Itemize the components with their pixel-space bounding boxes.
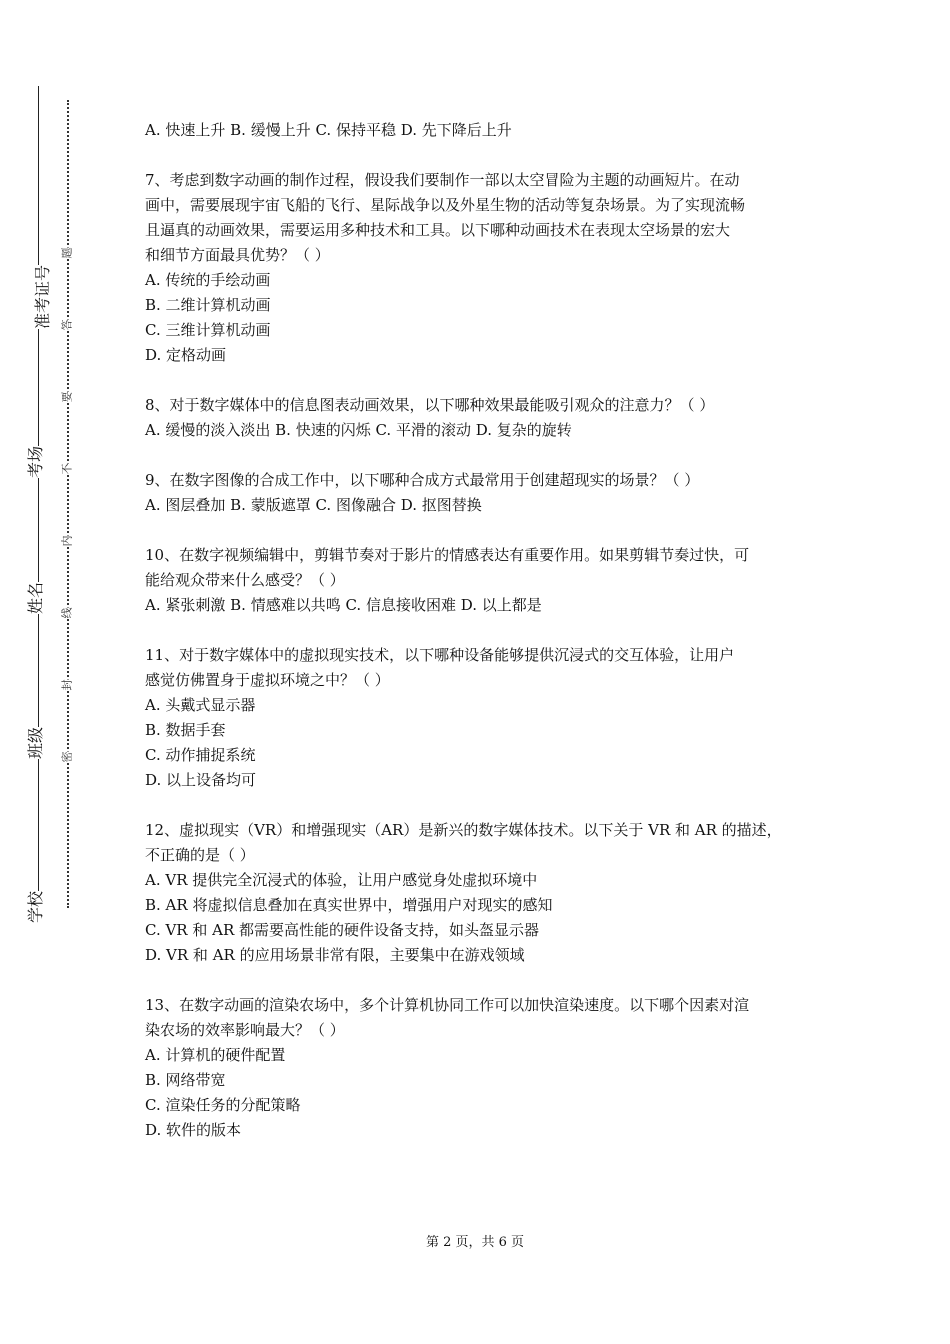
option-a: A. 头戴式显示器 [145, 696, 256, 714]
question-text: 染农场的效率影响最大？（ ） [145, 1021, 345, 1039]
binding-solid-line [38, 86, 39, 910]
field-label-school: 学校 [26, 890, 46, 924]
prev-question-options [145, 118, 820, 143]
option-c: C. 渲染任务的分配策略 [145, 1096, 301, 1114]
seal-notice-char: 要 [60, 391, 74, 403]
binding-dotted-line [67, 100, 69, 908]
question-text: 12、虚拟现实（VR）和增强现实（AR）是新兴的数字媒体技术。以下关于 VR 和 AR 的描述， [145, 821, 782, 839]
seal-notice-char: 密 [60, 751, 74, 763]
seal-notice-char: 答 [60, 319, 74, 331]
option-line: A. 缓慢的淡入淡出 B. 快速的闪烁 C. 平滑的滚动 D. 复杂的旋转 [145, 421, 572, 439]
option-d: D. 软件的版本 [145, 1121, 242, 1139]
option-line: A. 图层叠加 B. 蒙版遮罩 C. 图像融合 D. 抠图替换 [145, 496, 482, 514]
option-b: B. 网络带宽 [145, 1071, 226, 1089]
question-text: 和细节方面最具优势？（ ） [145, 246, 330, 264]
question-text: 13、在数字动画的渲染农场中，多个计算机协同工作可以加快渲染速度。以下哪个因素对渲 [145, 996, 750, 1014]
option-a: A. VR 提供完全沉浸式的体验，让用户感觉身处虚拟环境中 [145, 871, 538, 889]
question-7 [145, 168, 820, 368]
question-8 [145, 393, 820, 443]
field-label-exam-room: 考场 [26, 445, 46, 479]
option-d: D. 以上设备均可 [145, 771, 257, 789]
question-text: 10、在数字视频编辑中，剪辑节奏对于影片的情感表达有重要作用。如果剪辑节奏过快，可 [145, 546, 750, 564]
question-text: 画中，需要展现宇宙飞船的飞行、星际战争以及外星生物的活动等复杂场景。为了实现流畅 [145, 196, 746, 214]
option-c: C. VR 和 AR 都需要高性能的硬件设备支持，如头盔显示器 [145, 921, 540, 939]
option-a: A. 传统的手绘动画 [145, 271, 271, 289]
question-content [145, 118, 820, 1168]
question-text: 8、对于数字媒体中的信息图表动画效果，以下哪种效果最能吸引观众的注意力？（ ） [145, 396, 715, 414]
question-11 [145, 643, 820, 793]
question-text: 9、在数字图像的合成工作中，以下哪种合成方式最常用于创建超现实的场景？（ ） [145, 471, 700, 489]
field-label-exam-number: 准考证号 [33, 264, 53, 330]
question-text: 7、考虑到数字动画的制作过程，假设我们要制作一部以太空冒险为主题的动画短片。在动 [145, 171, 740, 189]
option-line: A. 快速上升 B. 缓慢上升 C. 保持平稳 D. 先下降后上升 [145, 121, 512, 139]
question-9 [145, 468, 820, 518]
page-number: 第 2 页，共 6 页 [425, 1235, 525, 1250]
option-b: B. AR 将虚拟信息叠加在真实世界中，增强用户对现实的感知 [145, 896, 553, 914]
field-label-class: 班级 [26, 726, 46, 760]
question-text: 且逼真的动画效果，需要运用多种技术和工具。以下哪种动画技术在表现太空场景的宏大 [145, 221, 731, 239]
seal-notice-char: 题 [60, 247, 74, 259]
option-d: D. VR 和 AR 的应用场景非常有限，主要集中在游戏领域 [145, 946, 525, 964]
option-line: A. 紧张刺激 B. 情感难以共鸣 C. 信息接收困难 D. 以上都是 [145, 596, 542, 614]
seal-notice-char: 线 [60, 607, 74, 619]
question-text: 感觉仿佛置身于虚拟环境之中？（ ） [145, 671, 390, 689]
question-10 [145, 543, 820, 618]
question-text: 11、对于数字媒体中的虚拟现实技术，以下哪种设备能够提供沉浸式的交互体验，让用户 [145, 646, 735, 664]
question-12 [145, 818, 820, 968]
option-d: D. 定格动画 [145, 346, 227, 364]
seal-notice-char: 封 [60, 679, 74, 691]
seal-notice-char: 内 [60, 535, 74, 547]
question-13 [145, 993, 820, 1143]
option-b: B. 数据手套 [145, 721, 226, 739]
option-a: A. 计算机的硬件配置 [145, 1046, 286, 1064]
question-text: 不正确的是（ ） [145, 846, 255, 864]
option-c: C. 动作捕捉系统 [145, 746, 256, 764]
question-text: 能给观众带来什么感受？（ ） [145, 571, 345, 589]
field-label-name: 姓名 [26, 581, 46, 615]
option-c: C. 三维计算机动画 [145, 321, 271, 339]
seal-notice-char: 不 [60, 463, 74, 475]
option-b: B. 二维计算机动画 [145, 296, 271, 314]
